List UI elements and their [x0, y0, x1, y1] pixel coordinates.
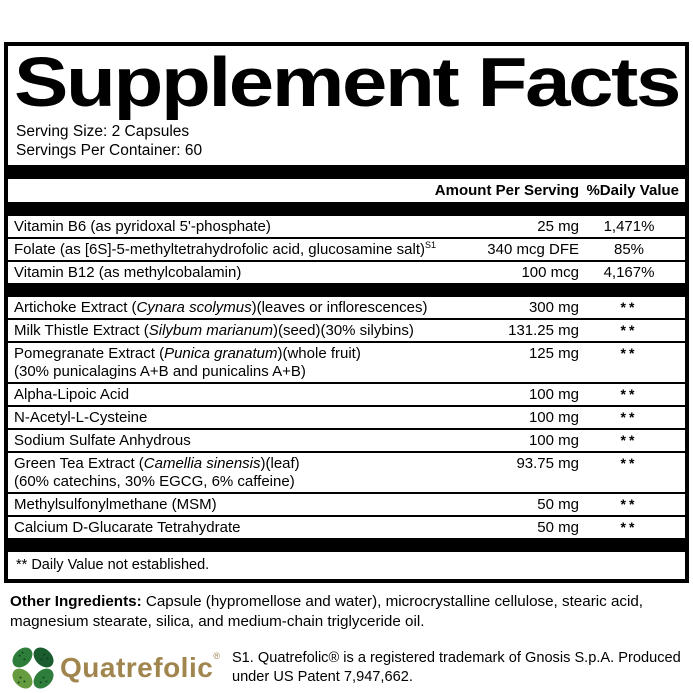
daily-value-footnote: ** Daily Value not established. — [16, 556, 210, 573]
ingredient-amount: 50 mg — [537, 495, 579, 513]
ingredient-daily-value: ** — [620, 298, 638, 315]
ingredient-amount: 300 mg — [528, 298, 579, 316]
ingredient-daily-value: ** — [620, 454, 638, 471]
ingredient-daily-value: 4,167% — [603, 263, 655, 281]
ingredient-daily-value: ** — [620, 321, 638, 338]
ingredient-name: Milk Thistle Extract (Silybum marianum)(seed)(30% silybins) — [14, 321, 414, 339]
ingredient-name: Green Tea Extract (Camellia sinensis)(leaf) (60% catechins, 30% EGCG, 6% caffeine) — [14, 455, 459, 491]
other-ingredients — [10, 592, 683, 633]
ingredient-amount: 340 mcg DFE — [487, 240, 579, 258]
ingredient-row — [8, 430, 685, 453]
thick-divider-bar — [8, 202, 685, 216]
column-header-row — [14, 179, 679, 202]
quatrefolic-wordmark: Quatrefolic — [60, 651, 214, 683]
ingredient-row — [8, 494, 685, 517]
ingredient-daily-value: ** — [620, 344, 638, 361]
ingredient-name: Calcium D-Glucarate Tetrahydrate — [14, 518, 241, 536]
amount-per-serving-header: Amount Per Serving — [434, 181, 579, 199]
ingredient-daily-value: 85% — [613, 240, 645, 258]
ingredient-name: Pomegranate Extract (Punica granatum)(whole fruit) (30% punicalagins A+B and punicalins A+B) — [14, 345, 459, 381]
ingredient-daily-value: ** — [620, 385, 638, 402]
ingredient-row — [8, 517, 685, 538]
daily-value-header: %Daily Value — [586, 181, 679, 199]
ingredient-row — [8, 320, 685, 343]
ingredient-name: Vitamin B6 (as pyridoxal 5'-phosphate) — [14, 217, 271, 235]
ingredient-name-line2: (60% catechins, 30% EGCG, 6% caffeine) — [14, 472, 295, 490]
ingredient-row — [8, 343, 685, 384]
ingredient-amount: 50 mg — [537, 518, 579, 536]
ingredient-name: Folate (as [6S]-5-methyltetrahydrofolic acid, glucosamine salt)$^{S1}$ — [14, 239, 437, 258]
quatrefolic-clover-icon — [10, 645, 56, 691]
ingredient-daily-value: 1,471% — [603, 217, 655, 235]
trademark-note: S1. Quatrefolic® is a registered trademark of Gnosis S.p.A. Produced under US Patent 7,947,662. — [231, 649, 681, 685]
quatrefolic-brand-row — [10, 645, 683, 691]
ingredient-amount: 100 mg — [528, 385, 579, 403]
ingredient-row — [8, 407, 685, 430]
quatrefolic-logo — [60, 650, 220, 683]
ingredient-amount: 100 mcg — [521, 263, 579, 281]
other-ingredients-label: Other Ingredients: — [10, 592, 142, 610]
servings-per-container-text: Servings Per Container: 60 — [16, 141, 203, 159]
ingredient-name: Vitamin B12 (as methylcobalamin) — [14, 263, 242, 281]
ingredient-name: Artichoke Extract (Cynara scolymus)(leaves or inflorescences) — [14, 298, 428, 316]
registered-trademark-symbol: ® — [213, 650, 220, 661]
ingredient-amount: 25 mg — [537, 217, 579, 235]
panel-title: Supplement Facts — [14, 50, 679, 120]
ingredient-daily-value: ** — [620, 518, 638, 535]
ingredient-amount: 125 mg — [528, 344, 579, 362]
ingredient-name: Sodium Sulfate Anhydrous — [14, 431, 191, 449]
ingredient-name: N-Acetyl-L-Cysteine — [14, 408, 148, 426]
ingredient-daily-value: ** — [620, 408, 638, 425]
ingredient-row — [8, 216, 685, 239]
ingredient-amount: 100 mg — [528, 408, 579, 426]
ingredient-row — [8, 262, 685, 283]
ingredient-amount: 100 mg — [528, 431, 579, 449]
serving-size-text: Serving Size: 2 Capsules — [16, 123, 190, 140]
ingredient-row — [8, 297, 685, 320]
thick-divider-bar — [8, 283, 685, 297]
botanical-rows — [8, 297, 685, 538]
supplement-facts-panel — [4, 42, 689, 583]
ingredient-name-line2: (30% punicalagins A+B and punicalins A+B) — [14, 362, 306, 380]
ingredient-row — [8, 239, 685, 262]
other-ingredients-text: Capsule (hypromellose and water), microcrystalline cellulose, stearic acid, magnesium stearate, silica, and medium-chain triglyceride oil. — [10, 592, 644, 631]
ingredient-row — [8, 384, 685, 407]
thick-divider-bar — [8, 165, 685, 179]
ingredient-amount: 131.25 mg — [508, 321, 579, 339]
ingredient-daily-value: ** — [620, 431, 638, 448]
ingredient-row — [8, 453, 685, 494]
ingredient-name: Methylsulfonylmethane (MSM) — [14, 495, 217, 513]
ingredient-name: Alpha-Lipoic Acid — [14, 385, 130, 403]
panel-title-block — [14, 50, 679, 120]
vitamin-rows — [8, 216, 685, 283]
thick-divider-bar — [8, 538, 685, 552]
ingredient-amount: 93.75 mg — [516, 454, 579, 472]
ingredient-daily-value: ** — [620, 495, 638, 512]
